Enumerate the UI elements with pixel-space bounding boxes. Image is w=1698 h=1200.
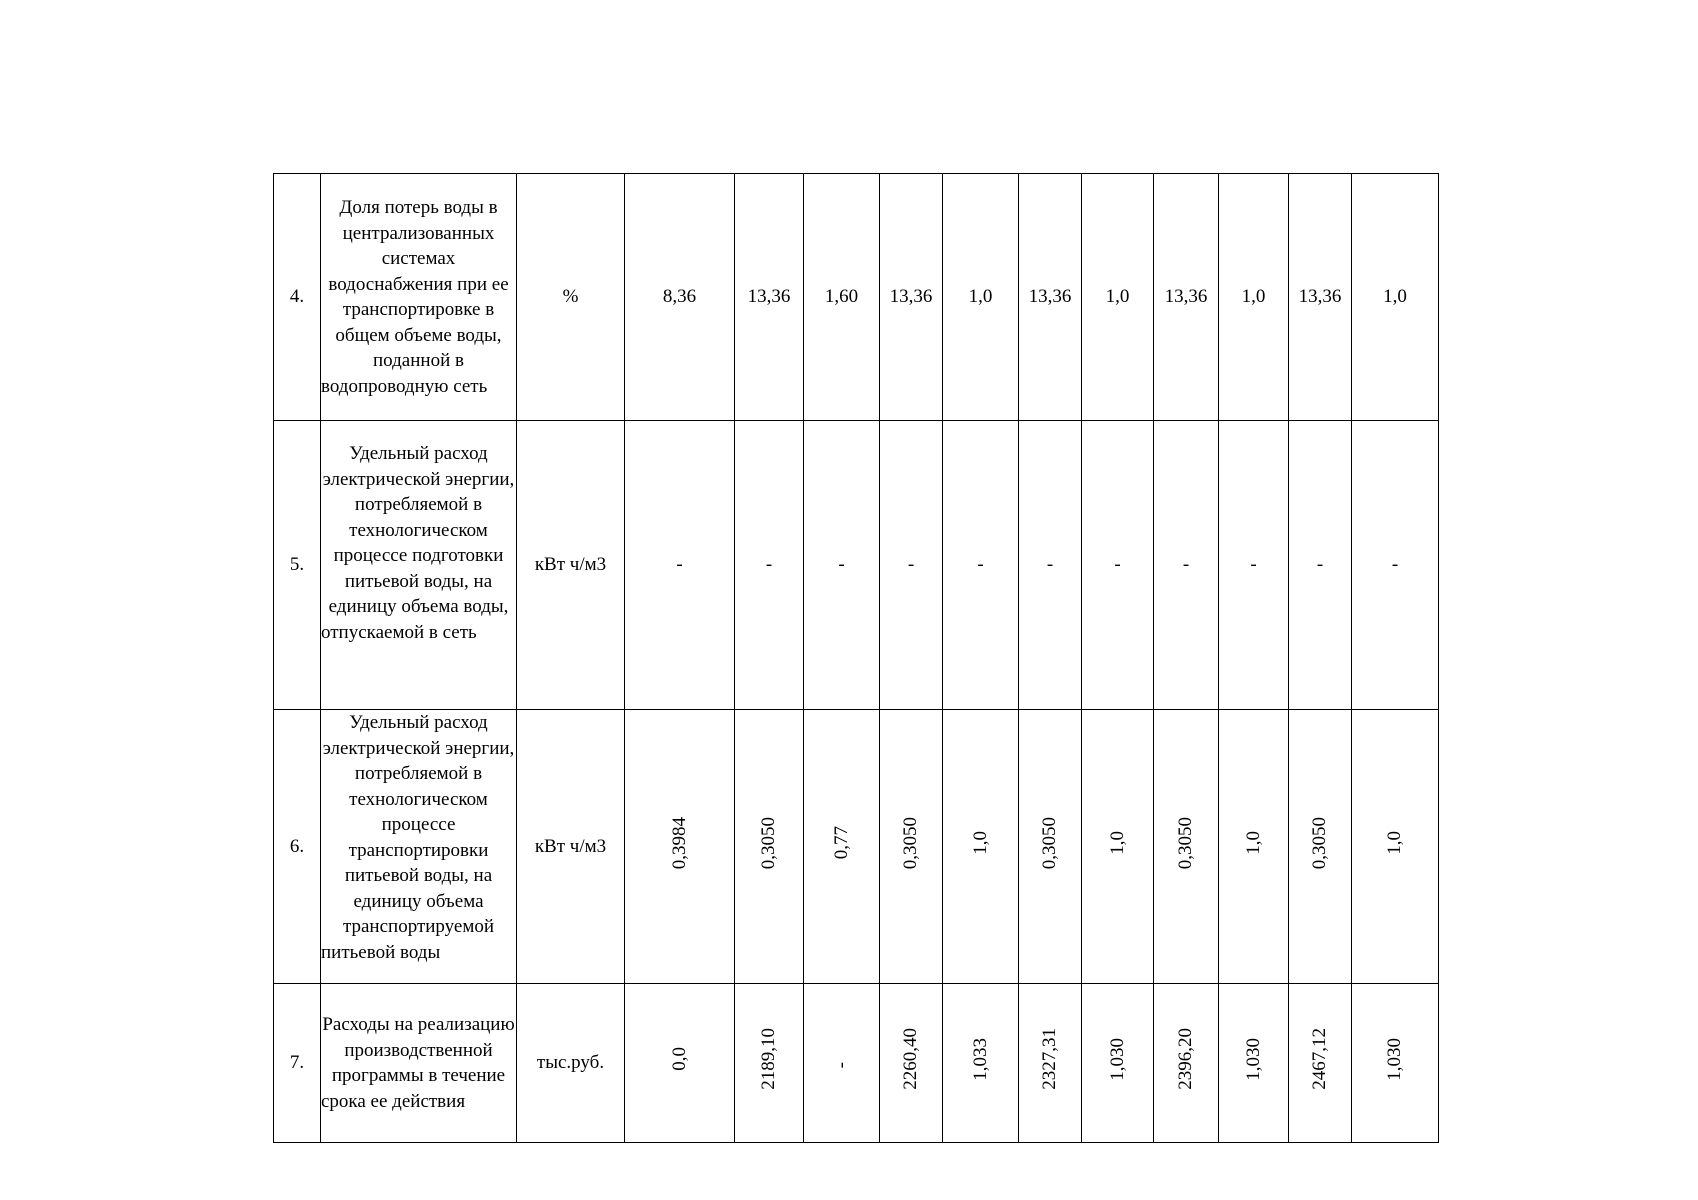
rotated-value: -	[830, 1061, 852, 1069]
rotated-value: 0,3050	[1039, 816, 1061, 869]
rotated-value: 2467,12	[1309, 1028, 1331, 1091]
value-cell	[1289, 710, 1352, 984]
table-row	[274, 710, 1439, 984]
value-cell: 1,0	[1219, 174, 1289, 421]
rotated-value: 1,0	[969, 830, 991, 855]
indicator-name: Доля потерь воды в централизованных системах водоснабжения при ее транспортировке в общем объеме воды, поданной в водопроводную сеть	[321, 174, 517, 421]
indicator-name: Расходы на реализацию производственной программы в течение срока ее действия	[321, 984, 517, 1143]
value-cell	[1219, 984, 1289, 1143]
value-cell: 13,36	[1019, 174, 1082, 421]
value-cell: 1,60	[804, 174, 880, 421]
value-cell	[1082, 710, 1154, 984]
value-cell: 8,36	[625, 174, 735, 421]
value-cell: -	[735, 421, 804, 710]
value-cell: 1,0	[943, 174, 1019, 421]
value-cell	[880, 710, 943, 984]
row-number: 5.	[274, 421, 321, 710]
rotated-value: 2260,40	[900, 1028, 922, 1091]
rotated-value: 2396,20	[1175, 1028, 1197, 1091]
unit: тыс.руб.	[517, 984, 625, 1143]
value-cell: 13,36	[1154, 174, 1219, 421]
indicator-name: Удельный расход электрической энергии, потребляемой в технологическом процессе подготовки питьевой воды, на единицу объема воды, отпускаемой в сеть	[321, 421, 517, 710]
rotated-value: 1,0	[1384, 830, 1406, 855]
value-cell: -	[1082, 421, 1154, 710]
unit: %	[517, 174, 625, 421]
rotated-value: 1,030	[1384, 1037, 1406, 1081]
row-number: 4.	[274, 174, 321, 421]
value-cell	[1019, 710, 1082, 984]
value-cell: 13,36	[735, 174, 804, 421]
value-cell	[943, 710, 1019, 984]
value-cell	[1352, 710, 1439, 984]
value-cell	[1289, 984, 1352, 1143]
rotated-value: 0,3984	[668, 816, 690, 869]
rotated-value: 0,3050	[758, 816, 780, 869]
rotated-value: 2189,10	[758, 1028, 780, 1091]
value-cell	[735, 984, 804, 1143]
value-cell: -	[804, 421, 880, 710]
value-cell: 1,0	[1352, 174, 1439, 421]
value-cell	[1352, 984, 1439, 1143]
value-cell	[804, 984, 880, 1143]
value-cell	[1219, 710, 1289, 984]
value-cell	[625, 710, 735, 984]
value-cell: -	[1019, 421, 1082, 710]
table-row	[274, 421, 1439, 710]
value-cell: -	[943, 421, 1019, 710]
rotated-value: 1,033	[969, 1037, 991, 1081]
value-cell: 13,36	[880, 174, 943, 421]
table-row	[274, 174, 1439, 421]
value-cell	[1154, 710, 1219, 984]
table-row	[274, 984, 1439, 1143]
rotated-value: 0,3050	[900, 816, 922, 869]
unit: кВт ч/м3	[517, 421, 625, 710]
value-cell: -	[1219, 421, 1289, 710]
value-cell: -	[880, 421, 943, 710]
value-cell	[1082, 984, 1154, 1143]
unit: кВт ч/м3	[517, 710, 625, 984]
value-cell	[880, 984, 943, 1143]
row-number: 7.	[274, 984, 321, 1143]
value-cell: -	[625, 421, 735, 710]
rotated-value: 0,3050	[1175, 816, 1197, 869]
value-cell: 13,36	[1289, 174, 1352, 421]
indicator-name: Удельный расход электрической энергии, потребляемой в технологическом процессе транспортировки питьевой воды, на единицу объема транспортируемой питьевой воды	[321, 710, 517, 984]
rotated-value: 2327,31	[1039, 1028, 1061, 1091]
rotated-value: 1,030	[1242, 1037, 1264, 1081]
value-cell	[1019, 984, 1082, 1143]
value-cell: -	[1289, 421, 1352, 710]
value-cell: -	[1352, 421, 1439, 710]
value-cell	[804, 710, 880, 984]
row-number: 6.	[274, 710, 321, 984]
indicators-table	[273, 173, 1439, 1143]
rotated-value: 0,3050	[1309, 816, 1331, 869]
rotated-value: 1,0	[1242, 830, 1264, 855]
rotated-value: 0,0	[668, 1047, 690, 1072]
value-cell	[735, 710, 804, 984]
rotated-value: 1,030	[1106, 1037, 1128, 1081]
value-cell	[625, 984, 735, 1143]
rotated-value: 0,77	[830, 826, 852, 860]
value-cell: -	[1154, 421, 1219, 710]
value-cell: 1,0	[1082, 174, 1154, 421]
value-cell	[1154, 984, 1219, 1143]
value-cell	[943, 984, 1019, 1143]
rotated-value: 1,0	[1106, 830, 1128, 855]
